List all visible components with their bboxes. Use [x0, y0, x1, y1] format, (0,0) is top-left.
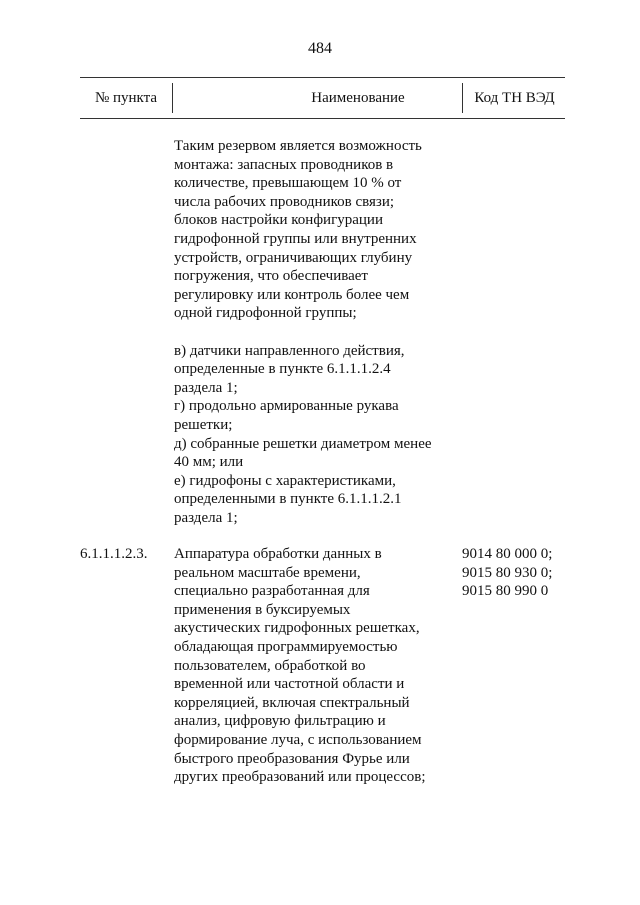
- text-line: быстрого преобразования Фурье или: [174, 750, 410, 767]
- paragraph-list-items: [174, 342, 432, 528]
- text-line: е) гидрофоны с характеристиками,: [174, 472, 396, 489]
- text-line: погружения, что обеспечивает: [174, 268, 368, 285]
- text-line: специально разработанная для: [174, 583, 370, 600]
- text-line: пользователем, обработкой во: [174, 657, 366, 674]
- text-line: монтажа: запасных проводников в: [174, 156, 394, 173]
- text-line: в) датчики направленного действия,: [174, 342, 405, 359]
- text-line: акустических гидрофонных решетках,: [174, 620, 420, 637]
- tn-ved-code: 9014 80 000 0;: [462, 546, 553, 562]
- continued-text: [174, 137, 432, 546]
- text-line: д) собранные решетки диаметром менее: [174, 435, 432, 452]
- text-line: устройств, ограничивающих глубину: [174, 249, 413, 266]
- text-line: количестве, превышающем 10 % от: [174, 175, 402, 192]
- header-item-number: № пункта: [94, 90, 158, 106]
- header-code: Код ТН ВЭД: [462, 83, 566, 113]
- page-number: 484: [308, 40, 332, 57]
- tn-ved-code: 9015 80 990 0: [462, 583, 549, 600]
- text-line: Аппаратура обработки данных в: [174, 546, 382, 562]
- paragraph-reserve: [174, 137, 432, 323]
- text-line: Таким резервом является возможность: [174, 138, 422, 154]
- tn-ved-code: 9015 80 930 0;: [462, 564, 553, 581]
- entry-codes: [462, 545, 552, 601]
- text-line: других преобразований или процессов;: [174, 769, 426, 786]
- text-line: определенные в пункте 6.1.1.1.2.4: [174, 361, 391, 378]
- entry-name: [174, 545, 426, 787]
- text-line: формирование луча, с использованием: [174, 731, 422, 748]
- header-name: Наименование: [172, 83, 543, 113]
- text-line: обладающая программируемостью: [174, 638, 398, 655]
- text-line: реальном масштабе времени,: [174, 564, 361, 581]
- text-line: блоков настройки конфигурации: [174, 212, 383, 229]
- text-line: гидрофонной группы или внутренних: [174, 230, 417, 247]
- text-line: числа рабочих проводников связи;: [174, 193, 395, 210]
- table-header: [80, 77, 565, 119]
- text-line: г) продольно армированные рукава: [174, 398, 399, 415]
- text-line: временной или частотной области и: [174, 676, 405, 693]
- text-line: регулировку или контроль более чем: [174, 286, 410, 303]
- text-line: анализ, цифровую фильтрацию и: [174, 713, 386, 730]
- text-line: 40 мм; или: [174, 454, 244, 471]
- entry-number: 6.1.1.1.2.3.: [80, 546, 148, 562]
- text-line: применения в буксируемых: [174, 601, 351, 618]
- text-line: одной гидрофонной группы;: [174, 305, 357, 322]
- text-line: определенными в пункте 6.1.1.1.2.1: [174, 491, 402, 508]
- text-line: раздела 1;: [174, 509, 238, 526]
- text-line: решетки;: [174, 416, 233, 433]
- text-line: корреляцией, включая спектральный: [174, 694, 410, 711]
- text-line: раздела 1;: [174, 379, 238, 396]
